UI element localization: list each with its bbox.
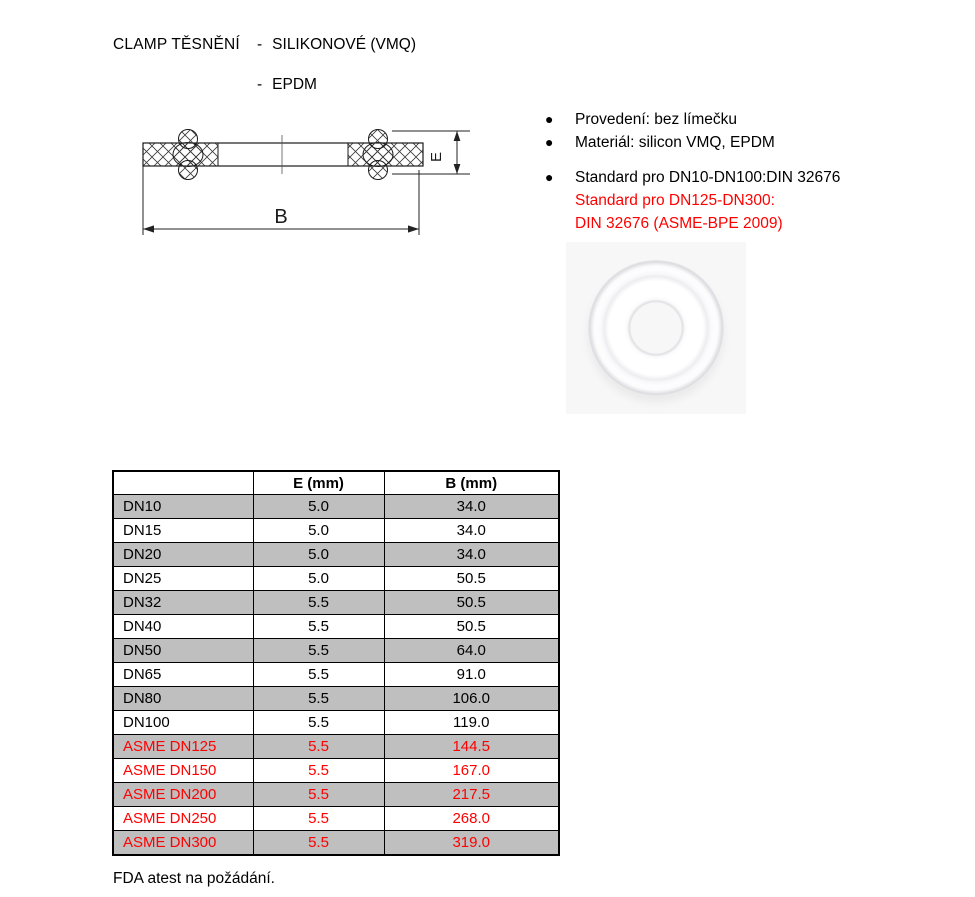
technical-drawing	[130, 113, 490, 245]
b-value-cell: 167.0	[384, 759, 559, 783]
table-row	[113, 591, 559, 615]
dimension-table	[112, 470, 560, 856]
header-dn	[113, 471, 253, 495]
e-value-cell: 5.0	[253, 495, 384, 519]
b-value-cell: 119.0	[384, 711, 559, 735]
table-row	[113, 495, 559, 519]
table-row	[113, 543, 559, 567]
page-title: CLAMP TĚSNĚNÍ	[113, 36, 240, 53]
b-value-cell: 50.5	[384, 567, 559, 591]
dn-cell: DN32	[113, 591, 253, 615]
b-arrow-right	[408, 225, 419, 232]
b-value-cell: 34.0	[384, 495, 559, 519]
table-header-row	[113, 471, 559, 495]
dn-cell: DN50	[113, 639, 253, 663]
standard-line-3: DIN 32676 (ASME-BPE 2009)	[575, 215, 783, 232]
e-value-cell: 5.5	[253, 759, 384, 783]
e-value-cell: 5.5	[253, 735, 384, 759]
e-value-cell: 5.5	[253, 711, 384, 735]
dn-cell: DN65	[113, 663, 253, 687]
subtitle-silicone	[257, 36, 416, 54]
subtitle-dash: -	[257, 36, 263, 53]
dn-cell: DN10	[113, 495, 253, 519]
e-value-cell: 5.5	[253, 783, 384, 807]
subtitle-dash: -	[257, 76, 263, 93]
b-value-cell: 34.0	[384, 519, 559, 543]
table-row	[113, 615, 559, 639]
e-arrow-down	[454, 164, 461, 174]
table-row	[113, 759, 559, 783]
bullet-item-provedeni	[545, 108, 945, 131]
bullet-icon: ●	[545, 134, 554, 150]
bullet-icon: ●	[545, 169, 554, 185]
e-value-cell: 5.5	[253, 831, 384, 856]
dn-cell: DN80	[113, 687, 253, 711]
e-value-cell: 5.0	[253, 543, 384, 567]
subtitle-label: SILIKONOVÉ (VMQ)	[272, 36, 417, 53]
table-row	[113, 663, 559, 687]
b-arrow-left	[143, 225, 154, 232]
bullet-icon: ●	[545, 111, 554, 127]
e-value-cell: 5.5	[253, 615, 384, 639]
e-value-cell: 5.5	[253, 591, 384, 615]
product-photo	[566, 242, 746, 414]
dn-cell: DN100	[113, 711, 253, 735]
table-row	[113, 807, 559, 831]
e-value-cell: 5.0	[253, 519, 384, 543]
table-row	[113, 711, 559, 735]
b-value-cell: 319.0	[384, 831, 559, 856]
table-row	[113, 519, 559, 543]
table-row	[113, 639, 559, 663]
b-value-cell: 34.0	[384, 543, 559, 567]
table-row	[113, 831, 559, 856]
dn-cell: DN20	[113, 543, 253, 567]
header-b: B (mm)	[384, 471, 559, 495]
footer-note: FDA atest na požádání.	[113, 870, 275, 887]
table-row	[113, 735, 559, 759]
subtitle-label: EPDM	[272, 76, 317, 93]
dn-cell: ASME DN125	[113, 735, 253, 759]
dimension-e-label: E	[428, 151, 445, 163]
table-row	[113, 567, 559, 591]
dn-cell: DN40	[113, 615, 253, 639]
dn-cell: DN25	[113, 567, 253, 591]
b-value-cell: 217.5	[384, 783, 559, 807]
bullet-item-standards	[545, 166, 945, 235]
gasket-right-bead	[363, 130, 393, 180]
table-body	[113, 495, 559, 856]
e-value-cell: 5.0	[253, 567, 384, 591]
e-value-cell: 5.5	[253, 807, 384, 831]
dimension-b-label: B	[274, 206, 288, 228]
b-value-cell: 268.0	[384, 807, 559, 831]
dn-cell: ASME DN150	[113, 759, 253, 783]
dn-cell: ASME DN300	[113, 831, 253, 856]
b-value-cell: 106.0	[384, 687, 559, 711]
dn-cell: ASME DN200	[113, 783, 253, 807]
bullet-text: Provedení: bez límečku	[575, 111, 737, 128]
dn-cell: ASME DN250	[113, 807, 253, 831]
header-e: E (mm)	[253, 471, 384, 495]
e-value-cell: 5.5	[253, 663, 384, 687]
gasket-left-bead	[173, 130, 203, 180]
b-value-cell: 91.0	[384, 663, 559, 687]
e-value-cell: 5.5	[253, 687, 384, 711]
bullet-list	[545, 108, 945, 235]
table-row	[113, 687, 559, 711]
gasket-ring-image	[588, 260, 724, 396]
b-value-cell: 64.0	[384, 639, 559, 663]
b-value-cell: 144.5	[384, 735, 559, 759]
bullet-text: Materiál: silicon VMQ, EPDM	[575, 134, 775, 151]
b-value-cell: 50.5	[384, 591, 559, 615]
standard-line-1: Standard pro DN10-DN100:DIN 32676	[575, 169, 841, 186]
standard-line-2: Standard pro DN125-DN300:	[575, 192, 775, 209]
e-value-cell: 5.5	[253, 639, 384, 663]
table-row	[113, 783, 559, 807]
e-arrow-up	[454, 131, 461, 141]
b-value-cell: 50.5	[384, 615, 559, 639]
subtitle-epdm	[257, 76, 317, 94]
dn-cell: DN15	[113, 519, 253, 543]
bullet-item-material	[545, 131, 945, 154]
